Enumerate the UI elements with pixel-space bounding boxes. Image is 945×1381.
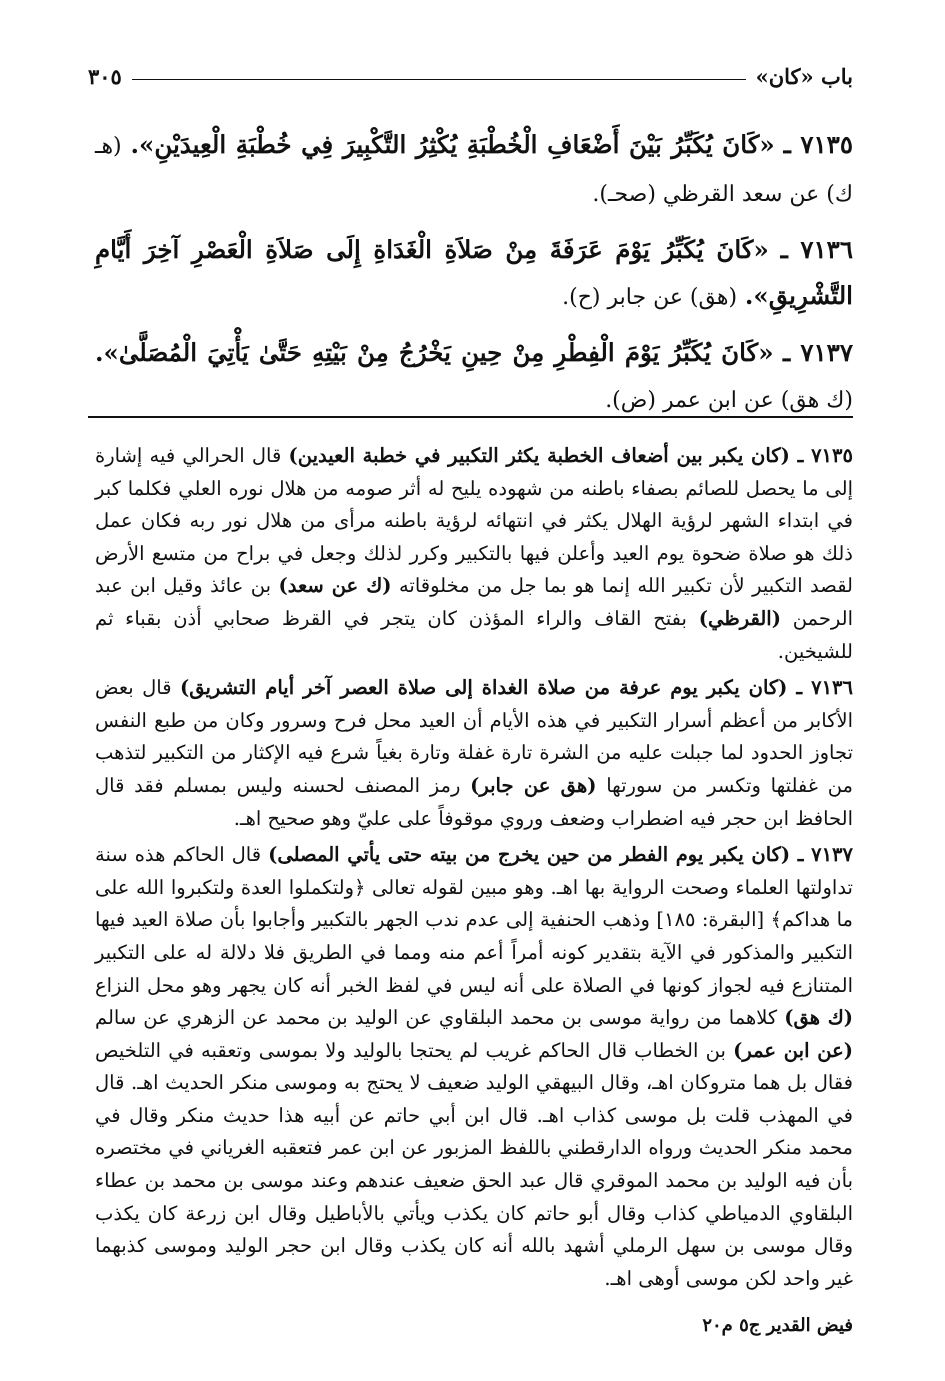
commentary-body: بن عائذ وقيل ابن عبد الرحمن bbox=[95, 574, 853, 630]
commentary-reference: (ك هق) bbox=[784, 1006, 853, 1030]
hadith-number: ٧١٣٥ ـ bbox=[783, 130, 853, 159]
header-rule bbox=[132, 79, 746, 80]
commentary-body: قال بعض الأكابر من أعظم أسرار التكبير في هذه الأيام أن العيد محل فرح وسرور وكان من طبع النفس تجاوز الحدود لما جبلت عليه من الشرة تارة غفلة وتارة بغياً شرع فيه الإكثار من التكبير لتذهب من غفلتها وتكسر من سورتها bbox=[95, 676, 853, 797]
commentary-paragraph bbox=[95, 440, 853, 668]
hadith-quote: «كَانَ يُكَبِّرُ يَوْمَ الْفِطْرِ مِنْ حِينِ يَخْرُجُ مِنْ بَيْتِهِ حَتَّىٰ يَأْتِيَ الْمُصَلَّىٰ». bbox=[95, 338, 774, 367]
hadith-text-section bbox=[95, 122, 853, 433]
commentary-body: رمز المصنف لحسنه وليس بمسلم فقد قال الحافظ ابن حجر فيه اضطراب وضعف وروي موقوفاً على عليّ وهو صحيح اهـ. bbox=[95, 773, 853, 830]
hadith-number: ٧١٣٦ ـ bbox=[780, 235, 853, 264]
hadith-quote: «كَانَ يُكَبِّرُ يَوْمَ عَرَفَةَ مِنْ صَلاَةِ الْغَدَاةِ إِلَى صَلاَةِ الْعَصْرِ آخِرَ أَيَّامِ التَّشْرِيقِ». bbox=[95, 235, 853, 310]
hadith-source: (هق) عن جابر (ح). bbox=[562, 285, 738, 310]
commentary-body: قال الحاكم هذه سنة تداولتها العلماء وصحت الرواية بها اهـ. وهو مبين لقوله تعالى ﴿ولتكملوا العدة ولتكبروا الله على ما هداكم﴾ [البقرة: ١٨٥] وذهب الحنفية إلى عدم ندب الجهر بالتكبير وأجابوا بأن صلاة العيد فيها التكبير والمذكور في الآية بتقدير كونه أمراً أعم منه ومما في الطريق فلا دلالة له على التكبير المتنازع فيه لجواز كونها في الصلاة على أنه ليس في لفظ الخبر أنه كان يجهر وهو محل النزاع bbox=[95, 843, 853, 997]
section-divider bbox=[88, 416, 853, 418]
hadith-entry bbox=[95, 227, 853, 321]
page-number: ٣٠٥ bbox=[88, 63, 122, 89]
commentary-lead: ٧١٣٦ ـ (كان يكبر يوم عرفة من صلاة الغداة إلى صلاة العصر آخر أيام التشريق) bbox=[179, 676, 854, 700]
hadith-entry bbox=[95, 330, 853, 424]
commentary-reference: (ك عن سعد) bbox=[278, 574, 392, 598]
signature-mark: فيض القدير ج٥ م٢٠ bbox=[702, 1315, 853, 1336]
commentary-reference: (عن ابن عمر) bbox=[733, 1038, 853, 1062]
commentary-lead: ٧١٣٧ ـ (كان يكبر يوم الفطر من حين يخرج من بيته حتى يأتي المصلى) bbox=[268, 843, 853, 867]
hadith-number: ٧١٣٧ ـ bbox=[782, 338, 853, 367]
commentary-paragraph bbox=[95, 672, 853, 835]
hadith-source: (هـ ك) عن سعد القرظي (صحـ). bbox=[95, 134, 853, 207]
running-title: باب «كان» bbox=[755, 63, 853, 89]
commentary-body: بن الخطاب قال الحاكم غريب لم يحتجا بالوليد ولا بموسى وتعقبه في التلخيص فقال بل هما متروكان اهـ، وقال البيهقي الوليد ضعيف لا يحتج به وموسى منكر الحديث اهـ. قال في المهذب قلت بل موسى كذاب اهـ. قال ابن أبي حاتم عن أبيه هذا حديث منكر وقال في محمد منكر الحديث ورواه الدارقطني باللفظ المزبور عن ابن عمر فتعقبه الغرياني في مختصره بأن فيه الوليد بن محمد الموقري قال عبد الحق ضعيف عندهم وعند موسى بن محمد بن عطاء البلقاوي الدمياطي كذاب وقال أبو حاتم كان يكذب ويأتي بالأباطيل وقال ابن زرعة كان يكذب وقال موسى بن سهل الرملي أشهد بالله أنه كان يكذب وقال ابن حجر الوليد وموسى كذبهما غير واحد لكن موسى أوهى اهـ. bbox=[95, 1038, 853, 1290]
commentary-section bbox=[95, 440, 853, 1299]
commentary-body: كلاهما من رواية موسى بن محمد البلقاوي عن الوليد بن محمد عن الزهري عن سالم bbox=[95, 1006, 785, 1030]
commentary-body: قال الحرالي فيه إشارة إلى ما يحصل للصائم بصفاء باطنه من شهوده يليح له أثر صومه من هلال نوره العلي فكلما كبر في ابتداء الشهر لرؤية الهلال يكثر في انتهائه لرؤية باطنه مرأى من هلال نور ربه فكان عمل ذلك هو صلاة ضحوة يوم العيد وأعلن فيها بالتكبير وكرر لذلك وجعل في براح من متسع الأرض لقصد التكبير لأن تكبير الله إنما هو بما جل من مخلوقاته bbox=[95, 444, 853, 598]
hadith-quote: «كَانَ يُكَبِّرُ بَيْنَ أَضْعَافِ الْخُطْبَةِ يُكْثِرُ التَّكْبِيرَ فِي خُطْبَةِ الْعِيدَيْنِ». bbox=[130, 130, 775, 159]
hadith-entry bbox=[95, 122, 853, 218]
commentary-body: بفتح القاف والراء المؤذن كان يتجر في القرظ صحابي أذن بقباء ثم للشيخين. bbox=[95, 606, 853, 663]
commentary-reference: (هق عن جابر) bbox=[470, 773, 597, 797]
hadith-source: (ك هق) عن ابن عمر (ض). bbox=[605, 388, 853, 413]
running-header bbox=[88, 58, 853, 94]
commentary-lead: ٧١٣٥ ـ (كان يكبر بين أضعاف الخطبة يكثر التكبير في خطبة العيدين) bbox=[288, 444, 853, 467]
commentary-reference: (القرظي) bbox=[698, 606, 781, 630]
commentary-paragraph bbox=[95, 839, 853, 1295]
